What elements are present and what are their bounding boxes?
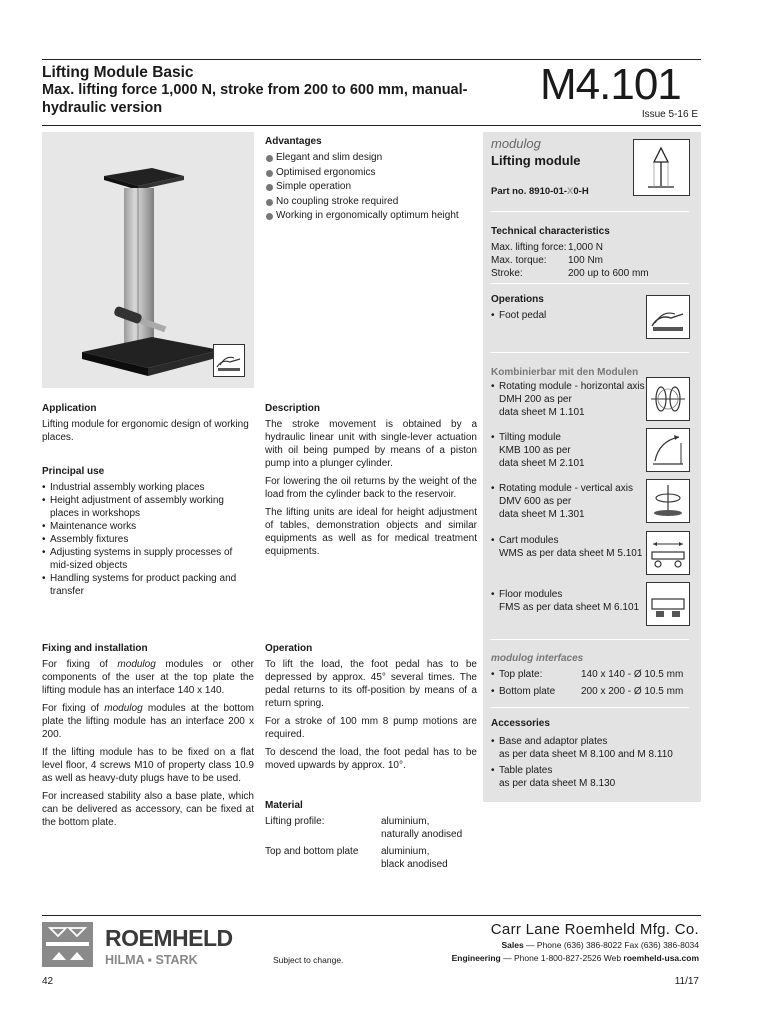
module-line: FMS as per data sheet M 6.101 xyxy=(499,602,640,613)
list-item: Elegant and slim design xyxy=(265,151,475,166)
divider xyxy=(491,211,689,212)
tech-value: 200 up to 600 mm xyxy=(568,268,649,279)
description-heading: Description xyxy=(265,403,321,414)
list-item: • Assembly fixtures xyxy=(42,533,254,546)
header-rule xyxy=(42,125,701,126)
list-item: Optimised ergonomics xyxy=(265,166,475,181)
text-run: For fixing of xyxy=(42,703,105,714)
material-value-line: aluminium, xyxy=(381,846,430,857)
material-value xyxy=(381,845,448,871)
page-number: 42 xyxy=(42,976,54,987)
material-key: Top and bottom plate xyxy=(265,846,359,857)
divider xyxy=(491,639,689,640)
divider xyxy=(491,707,689,708)
application-text: Lifting module for ergonomic design of working places. xyxy=(42,419,249,443)
operation-paragraph: To descend the load, the foot pedal has to be moved upwards by approx. 10°. xyxy=(265,747,477,771)
technical-characteristics xyxy=(491,225,691,280)
principal-use-section xyxy=(42,465,254,598)
page-title: Lifting Module Basic xyxy=(42,64,194,81)
foot-pedal-icon xyxy=(213,344,245,377)
module-item-tilting xyxy=(491,431,641,470)
tech-row xyxy=(491,254,691,267)
accessory-line: Base and adaptor plates xyxy=(499,736,608,747)
operations-heading: Operations xyxy=(491,294,544,305)
list-item: • Maintenance works xyxy=(42,520,254,533)
accessory-line: Table plates xyxy=(499,765,553,776)
part-number xyxy=(491,186,589,198)
sidebar-title: Lifting module xyxy=(491,153,581,168)
module-item-rotating-vertical xyxy=(491,482,651,521)
description-paragraph: For lowering the oil returns by the weight of the load from the cylinder back to the reservoir. xyxy=(265,476,477,500)
bullet: • xyxy=(491,686,495,697)
operation-heading: Operation xyxy=(265,643,313,654)
material-value-line: aluminium, xyxy=(381,816,430,827)
module-line: DMH 200 as per xyxy=(499,394,572,405)
fixing-paragraph xyxy=(42,658,254,697)
fixing-heading: Fixing and installation xyxy=(42,643,148,654)
brand-name: ROEMHELD xyxy=(105,925,233,951)
text-run: modules or other components of the user at the top plate the lifting module has an interface 140 x 140. xyxy=(42,659,254,696)
list-item: • Adjusting systems in supply processes of mid-sized objects xyxy=(42,546,254,572)
application-heading: Application xyxy=(42,403,97,414)
list-item: • Height adjustment of assembly working places in workshops xyxy=(42,494,254,520)
accessories-heading: Accessories xyxy=(491,718,550,729)
module-line: Rotating module - horizontal axis xyxy=(499,381,645,392)
material-row xyxy=(265,815,477,841)
roemheld-logo-mark xyxy=(42,922,93,967)
advantages-section xyxy=(265,135,475,224)
bullet: • xyxy=(491,483,495,494)
list-item: • Foot pedal xyxy=(491,309,641,322)
accessory-line: as per data sheet M 8.130 xyxy=(499,778,616,789)
product-photo xyxy=(42,132,254,388)
sales-label: Sales xyxy=(501,940,524,950)
document-number: M4.101 xyxy=(540,60,681,109)
divider xyxy=(491,283,689,284)
description-section xyxy=(265,402,477,563)
operation-paragraph: For a stroke of 100 mm 8 pump motions are required. xyxy=(265,716,477,740)
engineering-text: — Phone 1-800-827-2526 Web xyxy=(500,953,624,963)
module-item-floor xyxy=(491,588,651,614)
accessory-item xyxy=(491,735,696,761)
fixing-section xyxy=(42,642,254,834)
interfaces-section xyxy=(491,652,691,698)
accessories-section xyxy=(491,717,696,790)
print-date: 11/17 xyxy=(674,976,699,987)
material-heading: Material xyxy=(265,800,303,811)
sales-contact xyxy=(501,940,699,951)
list-item: • Handling systems for product packing and transfer xyxy=(42,572,254,598)
text-run-italic: modulog xyxy=(117,659,156,670)
part-number-variable: X xyxy=(567,186,574,197)
module-line: data sheet M 2.101 xyxy=(499,458,585,469)
operations-section xyxy=(491,293,641,322)
module-line: data sheet M 1.101 xyxy=(499,407,585,418)
sales-text: — Phone (636) 386-8022 Fax (636) 386-8034 xyxy=(523,940,699,950)
application-section xyxy=(42,402,254,449)
interface-key-text: Bottom plate xyxy=(499,686,556,697)
interface-value: 200 x 200 - Ø 10.5 mm xyxy=(581,686,684,697)
tech-row xyxy=(491,267,691,280)
bullet: • xyxy=(491,381,495,392)
description-paragraph: The stroke movement is obtained by a hydraulic linear unit with single-lever actuation with oil being pumped by means of a piston pump into a plunger cylinder. xyxy=(265,419,477,469)
tech-heading: Technical characteristics xyxy=(491,226,610,237)
list-item: No coupling stroke required xyxy=(265,195,475,210)
issue-label: Issue 5-16 E xyxy=(641,109,698,120)
tech-value: 100 Nm xyxy=(568,255,604,266)
interface-key xyxy=(491,685,581,698)
tech-key: Max. torque: xyxy=(491,255,547,266)
material-value xyxy=(381,815,462,841)
tech-value: 1,000 N xyxy=(568,242,604,253)
operation-paragraph: To lift the load, the foot pedal has to be depressed by approx. 45° several times. The pedal returns to its off-position by means of a return spring. xyxy=(265,659,477,709)
interface-key xyxy=(491,668,581,681)
tech-key: Stroke: xyxy=(491,268,523,279)
module-item-rotating-horizontal xyxy=(491,380,651,419)
accessory-line: as per data sheet M 8.100 and M 8.110 xyxy=(499,749,673,760)
divider xyxy=(491,352,689,353)
operation-section xyxy=(265,642,477,777)
material-row xyxy=(265,845,477,871)
material-value-line: black anodised xyxy=(381,859,448,870)
interface-row xyxy=(491,685,691,698)
part-number-suffix: 0-H xyxy=(573,186,589,197)
text-run: modules at the bottom plate the lifting module has an interface 200 x 200. xyxy=(42,703,254,740)
foot-pedal-icon xyxy=(646,295,690,339)
advantages-list xyxy=(265,151,475,224)
company-name: Carr Lane Roemheld Mfg. Co. xyxy=(490,921,699,938)
accessory-item xyxy=(491,764,696,790)
material-value-line: naturally anodised xyxy=(381,829,463,840)
module-line: WMS as per data sheet M 5.101 xyxy=(499,548,643,559)
subject-to-change: Subject to change. xyxy=(273,955,344,965)
text-run-italic: modulog xyxy=(104,703,143,714)
material-section xyxy=(265,799,477,871)
list-item: Working in ergonomically optimum height xyxy=(265,209,475,224)
module-line: Cart modules xyxy=(499,535,559,546)
engineering-contact xyxy=(452,953,699,964)
web-link[interactable]: roemheld-usa.com xyxy=(623,953,699,963)
material-key: Lifting profile: xyxy=(265,816,325,827)
fixing-paragraph: For increased stability also a base plate, which can be delivered as accessory, can be fixed at the bottom plate. xyxy=(42,791,254,828)
interface-key-text: Top plate: xyxy=(499,669,543,680)
bullet: • xyxy=(491,669,495,680)
brand-subline: HILMA ▪ STARK xyxy=(105,953,198,967)
rotating-vertical-axis-icon xyxy=(646,479,690,523)
module-line: KMB 100 as per xyxy=(499,445,571,456)
tilting-module-icon xyxy=(646,428,690,472)
rotating-horizontal-axis-icon xyxy=(646,377,690,421)
lifting-arrow-icon xyxy=(633,139,690,196)
floor-module-icon xyxy=(646,582,690,626)
module-line: Tilting module xyxy=(499,432,561,443)
module-line: Rotating module - vertical axis xyxy=(499,483,633,494)
bullet: • xyxy=(491,432,495,443)
text-run: For fixing of xyxy=(42,659,118,670)
module-item-cart xyxy=(491,534,651,560)
tech-row xyxy=(491,241,691,254)
fixing-paragraph: If the lifting module has to be fixed on a flat level floor, 4 screws M10 of property class 10.9 as well as heavy-duty plugs have to be used. xyxy=(42,747,254,784)
list-item: • Industrial assembly working places xyxy=(42,481,254,494)
part-number-prefix: Part no. 8910-01- xyxy=(491,186,568,197)
tech-key: Max. lifting force: xyxy=(491,242,567,253)
bullet: • xyxy=(491,535,495,546)
page-subtitle: Max. lifting force 1,000 N, stroke from 200 to 600 mm, manual-hydraulic version xyxy=(42,82,468,117)
footer-rule xyxy=(42,915,701,916)
brand-modulog: modulog xyxy=(491,136,541,151)
module-line: data sheet M 1.301 xyxy=(499,509,585,520)
operations-list xyxy=(491,309,641,322)
advantages-heading: Advantages xyxy=(265,136,322,147)
bullet: • xyxy=(491,765,495,776)
list-item: Simple operation xyxy=(265,180,475,195)
principal-use-heading: Principal use xyxy=(42,466,105,477)
combinable-heading: Kombinierbar mit den Modulen xyxy=(491,367,639,378)
fixing-paragraph xyxy=(42,702,254,741)
description-paragraph: The lifting units are ideal for height adjustment of tables, demonstration objects and similar equipments as well as for medical treatment equipments. xyxy=(265,507,477,557)
module-line: DMV 600 as per xyxy=(499,496,572,507)
engineering-label: Engineering xyxy=(451,953,501,963)
interfaces-heading: modulog interfaces xyxy=(491,653,584,664)
interface-row xyxy=(491,668,691,681)
module-line: Floor modules xyxy=(499,589,563,600)
bullet: • xyxy=(491,736,495,747)
bullet: • xyxy=(491,589,495,600)
principal-use-list xyxy=(42,481,254,598)
interface-value: 140 x 140 - Ø 10.5 mm xyxy=(581,669,684,680)
cart-module-icon xyxy=(646,531,690,575)
